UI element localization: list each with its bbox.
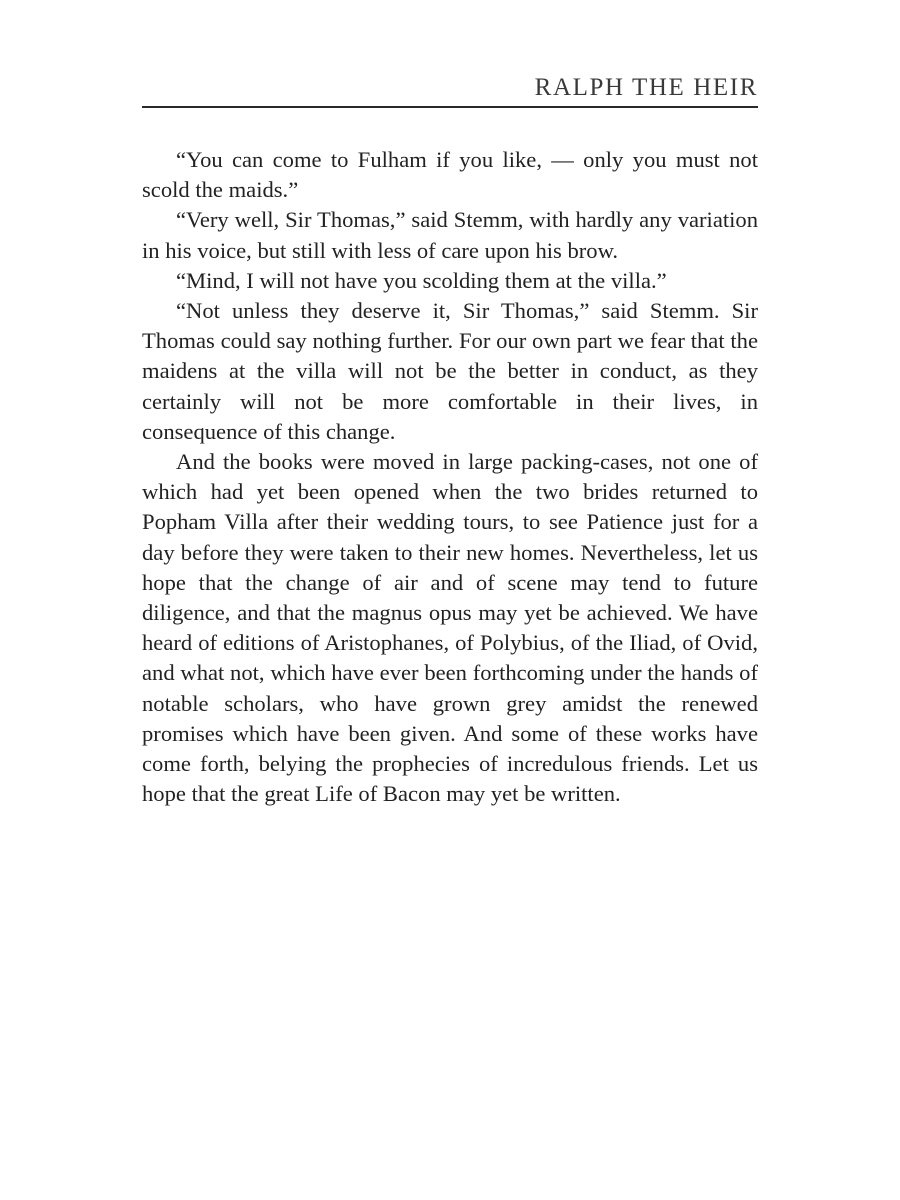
paragraph: “Mind, I will not have you scolding them at the villa.” bbox=[176, 267, 667, 293]
paragraph: “Not unless they deserve it, Sir Thomas,” said Stemm. Sir Thomas could say nothing further. For our own part we fear that the maidens at the villa will not be the better in conduct, as they certainly will not be more comfortable in their lives, in consequence of this change. bbox=[142, 298, 758, 444]
running-head: RALPH THE HEIR bbox=[534, 74, 758, 101]
paragraph: “You can come to Fulham if you like, — only you must not scold the maids.” bbox=[142, 147, 758, 203]
paragraph: And the books were moved in large packing-cases, not one of which had yet been opened when the two brides returned to Popham Villa after their wedding tours, to see Patience just for a day before they were taken to their new homes. Nevertheless, let us hope that the change of air and of scene may tend to future diligence, and that the magnus opus may yet be achieved. We have heard of editions of Aristophanes, of Polybius, of the Iliad, of Ovid, and what not, which have ever been forthcoming under the hands of notable scholars, who have grown grey amidst the renewed promises which have been given. And some of these works have come forth, belying the prophecies of incredulous friends. Let us hope that the great Life of Bacon may yet be written. bbox=[142, 449, 758, 807]
paragraph: “Very well, Sir Thomas,” said Stemm, with hardly any variation in his voice, but still with less of care upon his brow. bbox=[142, 207, 758, 263]
header-rule bbox=[142, 106, 758, 108]
body-text bbox=[142, 145, 758, 809]
